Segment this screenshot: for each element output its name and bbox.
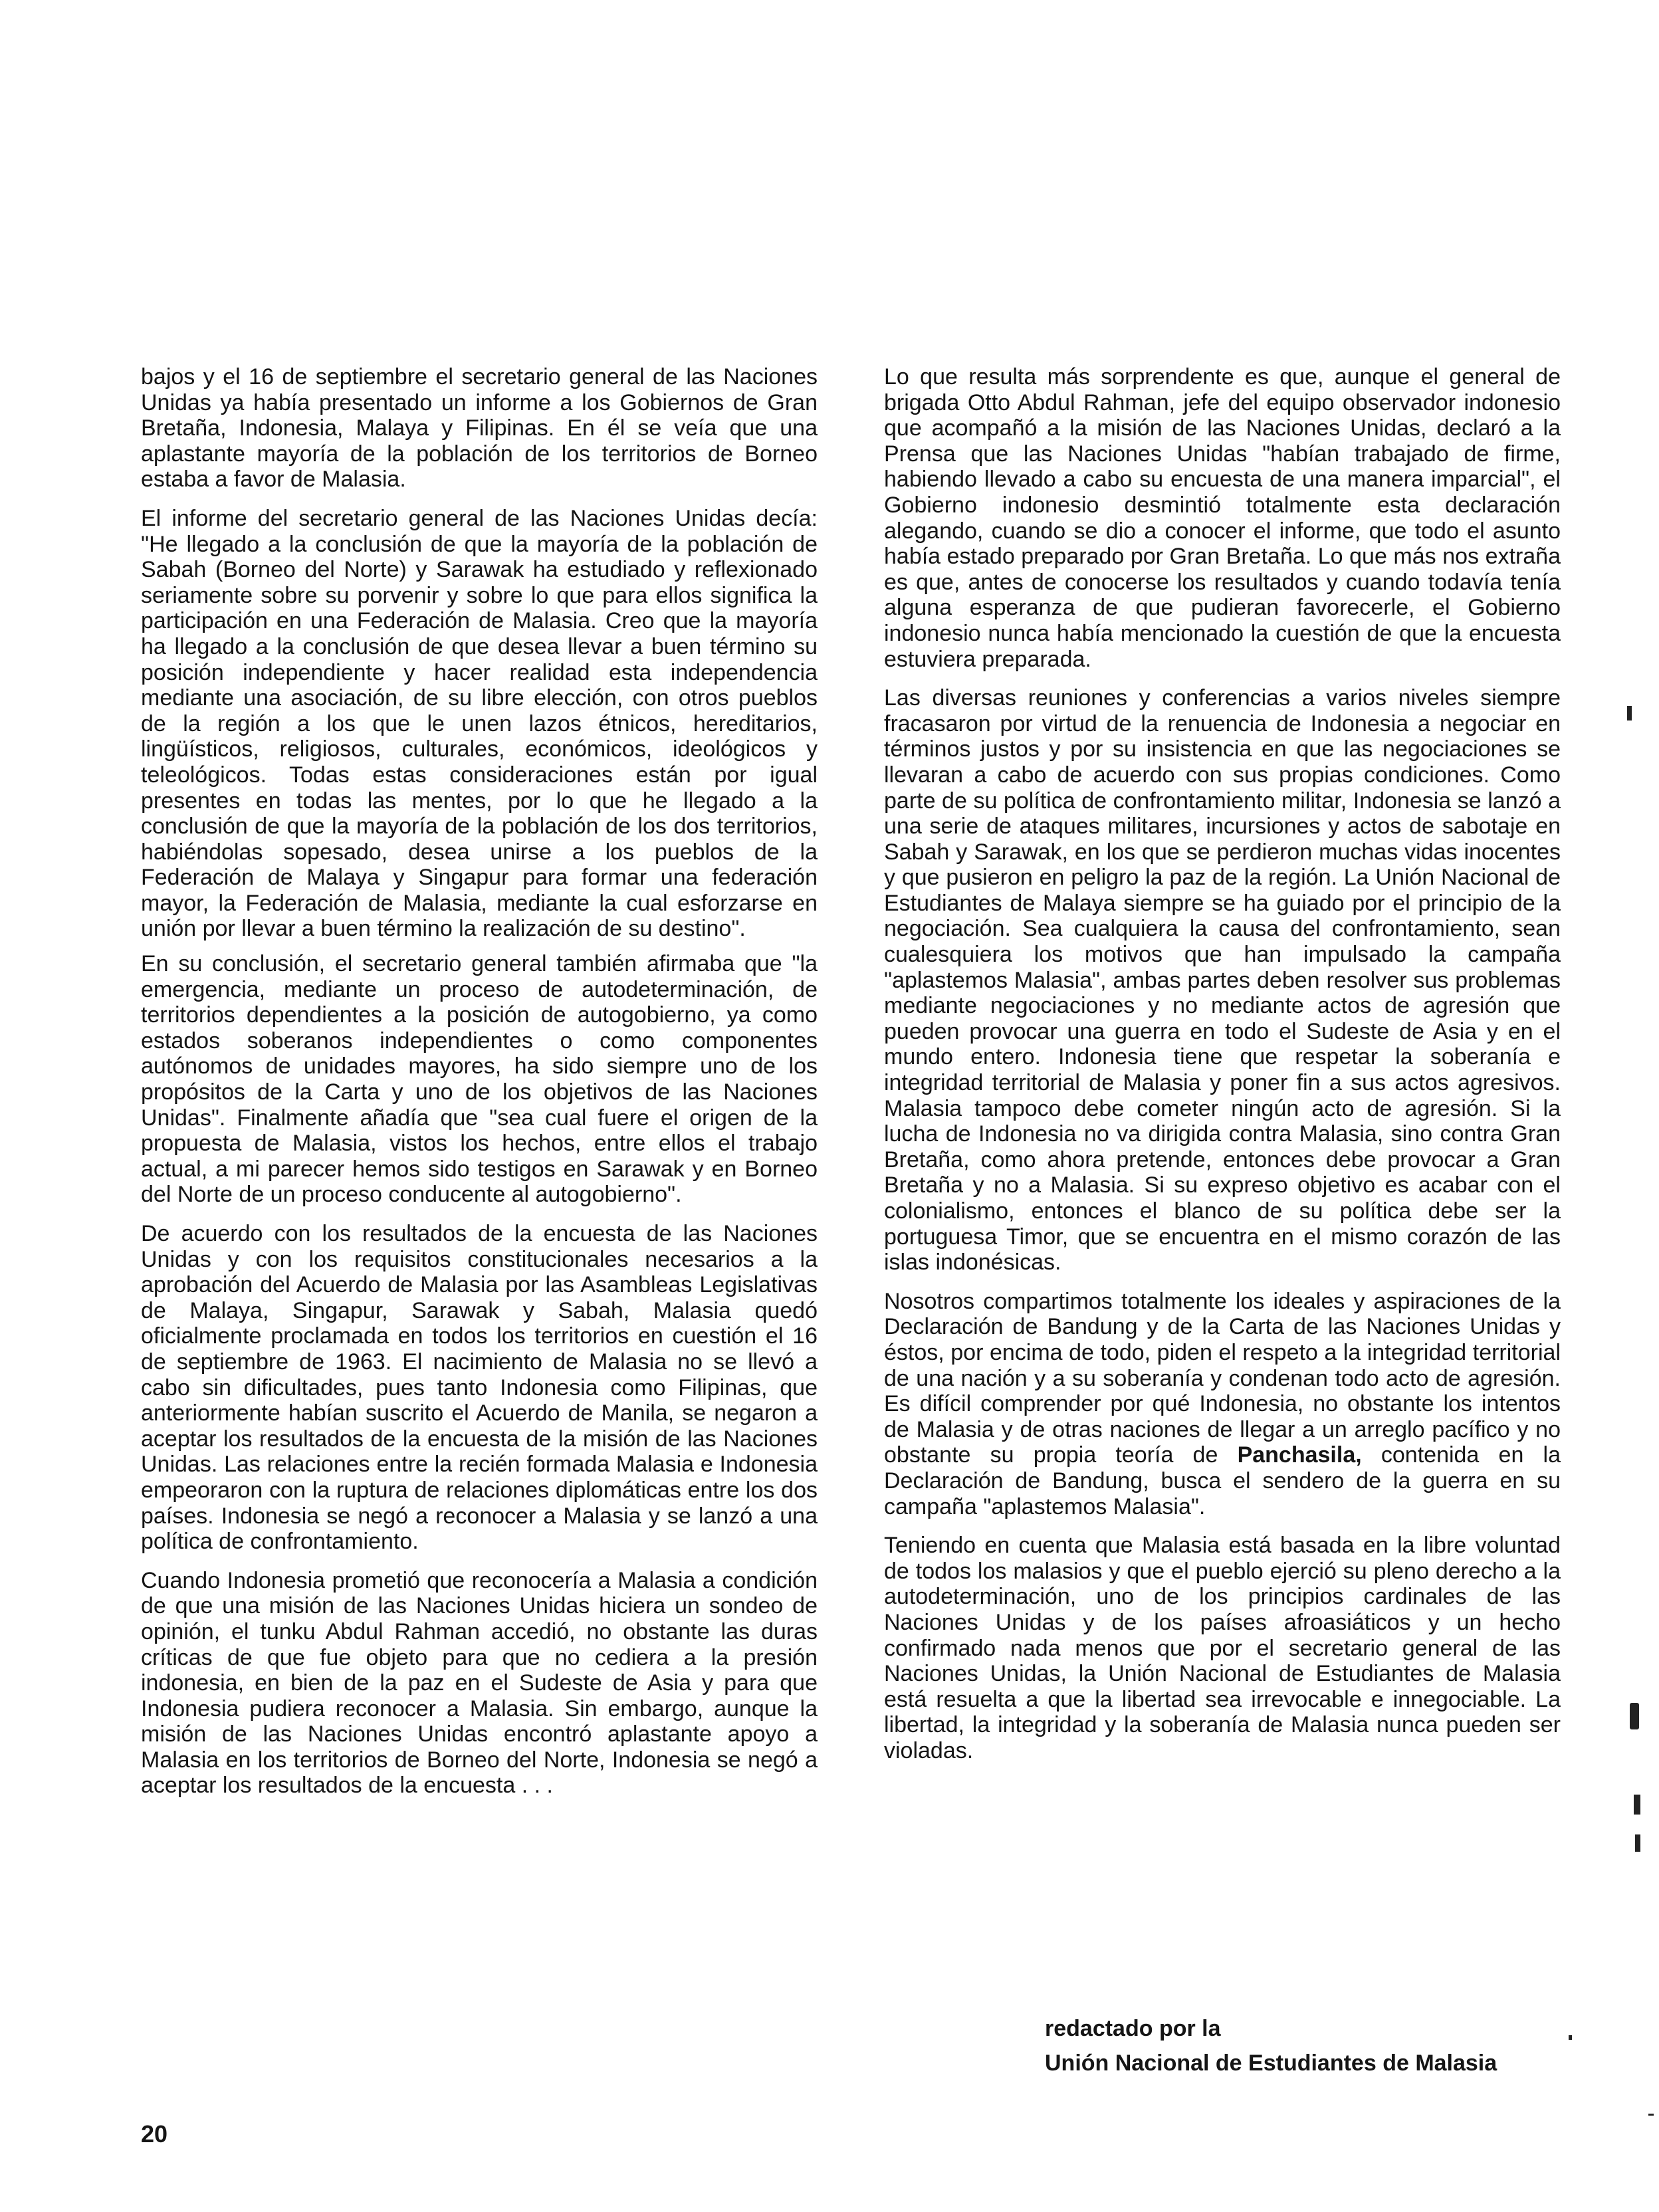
body-paragraph: Cuando Indonesia prometió que reconocería a Malasia a condición de que una misión de las Naciones Unidas hiciera un sondeo de opinión, el tunku Abdul Rahman accedió, no obstante las duras críticas de que fue objeto para que no cediera a la presión indonesia, en bien de la paz en el Sudeste de Asia y para que Indonesia pudiera reconocer a Malasia. Sin embargo, aunque la misión de las Naciones Unidas encontró aplastante apoyo a Malasia en los territorios de Borneo del Norte, Indonesia se negó a aceptar los resultados de la encuesta . . . (141, 1567, 818, 1799)
paragraph-text: contenida en la Declaración de Bandung, busca el sendero de la guerra en su campaña "aplastemos Malasia". (884, 1442, 1561, 1519)
scan-mark (1569, 2035, 1572, 2040)
body-paragraph: El informe del secretario general de las Naciones Unidas decía: "He llegado a la conclusión de que la mayoría de la población de Sabah (Borneo del Norte) y Sarawak ha estudiado y reflexionado seriamente sobre su porvenir y sobre lo que para ellos significa la participación en una Federación de Malasia. Creo que la mayoría ha llegado a la conclusión de que desea llevar a buen término su posición independiente y hacer realidad esta independencia mediante una asociación, de su libre elección, con otros pueblos de la región a los que le unen lazos étnicos, hereditarios, lingüísticos, religiosos, culturales, económicos, ideológicos y teleológicos. Todas estas consideraciones están por igual presentes en todas las mentes, por lo que he llegado a la conclusión de que la mayoría de la población de los dos territorios, habiéndolas sopesado, desea unirse a los pueblos de la Federación de Malaya y Singapur para formar una federación mayor, la Federación de Malasia, mediante la cual esforzarse en unión por llevar a buen término la realización de su destino". (141, 505, 818, 942)
right-column (884, 364, 1561, 1777)
signature-block (1045, 2011, 1577, 2080)
left-column (141, 364, 818, 1812)
signature-organization: Unión Nacional de Estudiantes de Malasia (1045, 2050, 1497, 2076)
scan-mark (1634, 1795, 1640, 1815)
scan-mark (1648, 2114, 1654, 2116)
scan-mark (1627, 706, 1632, 720)
body-paragraph: bajos y el 16 de septiembre el secretario general de las Naciones Unidas ya había presentado un informe a los Gobiernos de Gran Bretaña, Indonesia, Malaya y Filipinas. En él se veía que una aplastante mayoría de la población de los territorios de Borneo estaba a favor de Malasia. (141, 364, 818, 493)
signature-line: redactado por la (1045, 2016, 1221, 2041)
scan-mark (1635, 1834, 1640, 1852)
body-paragraph: Las diversas reuniones y conferencias a varios niveles siempre fracasaron por virtud de la renuencia de Indonesia a negociar en términos justos y por su insistencia en que las negociaciones se llevaran a cabo de acuerdo con sus propias condiciones. Como parte de su política de confrontamiento militar, Indonesia se lanzó a una serie de ataques militares, incursiones y actos de sabotaje en Sabah y Sarawak, en los que se perdieron muchas vidas inocentes y que pusieron en peligro la paz de la región. La Unión Nacional de Estudiantes de Malaya siempre se ha guiado por el principio de la negociación. Sea cualquiera la causa del confrontamiento, sean cualesquiera los motivos que han impulsado la campaña "aplastemos Malasia", ambas partes deben resolver sus problemas mediante negociaciones y no mediante actos de agresión que pueden provocar una guerra en todo el Sudeste de Asia y en el mundo entero. Indonesia tiene que respetar la soberanía e integridad territorial de Malasia y poner fin a sus actos agresivos. Malasia tampoco debe cometer ningún acto de agresión. Si la lucha de Indonesia no va dirigida contra Malasia, sino contra Gran Bretaña, como ahora pretende, entonces debe provocar a Gran Bretaña y no a Malasia. Si su expreso objetivo es acabar con el colonialismo, entonces el blanco de su política debe ser la portuguesa Timor, que se encuentra en el mismo corazón de las islas indonésicas. (884, 685, 1561, 1275)
body-paragraph-bandung (884, 1289, 1561, 1519)
page-number: 20 (141, 2120, 168, 2148)
body-paragraph: De acuerdo con los resultados de la encuesta de las Naciones Unidas y con los requisitos constitucionales necesarios a la aprobación del Acuerdo de Malasia por las Asambleas Legislativas de Malaya, Singapur, Sarawak y Sabah, Malasia quedó oficialmente proclamada en todos los territorios en cuestión el 16 de septiembre de 1963. El nacimiento de Malasia no se llevó a cabo sin dificultades, pues tanto Indonesia como Filipinas, que anteriormente habían suscrito el Acuerdo de Manila, se negaron a aceptar los resultados de la encuesta de la misión de las Naciones Unidas. Las relaciones entre la recién formada Malasia e Indonesia empeoraron con la ruptura de relaciones diplomáticas entre los dos países. Indonesia se negó a reconocer a Malasia y se lanzó a una política de confrontamiento. (141, 1221, 818, 1555)
panchasila-term: Panchasila, (1237, 1442, 1362, 1468)
body-paragraph: Lo que resulta más sorprendente es que, aunque el general de brigada Otto Abdul Rahman, jefe del equipo observador indonesio que acompañó a la misión de las Naciones Unidas, declaró a la Prensa que las Naciones Unidas "habían trabajado de firme, habiendo llevado a cabo su encuesta de una manera imparcial", el Gobierno indonesio desmintió totalmente esta declaración alegando, cuando se dio a conocer el informe, que todo el asunto había estado preparado por Gran Bretaña. Lo que más nos extraña es que, antes de conocerse los resultados y cuando todavía tenía alguna esperanza de que pudieran favorecerle, el Gobierno indonesio nunca había mencionado la cuestión de que la encuesta estuviera preparada. (884, 364, 1561, 672)
body-paragraph: En su conclusión, el secretario general también afirmaba que "la emergencia, mediante un proceso de autodeterminación, de territorios dependientes a la posición de autogobierno, ya como estados soberanos independientes o como componentes autónomos de unidades mayores, ha sido siempre uno de los propósitos de la Carta y uno de los objetivos de las Naciones Unidas". Finalmente añadía que "sea cual fuere el origen de la propuesta de Malasia, vistos los hechos, entre ellos el trabajo actual, a mi parecer hemos sido testigos en Sarawak y en Borneo del Norte de un proceso conducente al autogobierno". (141, 951, 818, 1208)
body-paragraph: Teniendo en cuenta que Malasia está basada en la libre voluntad de todos los malasios y que el pueblo ejerció su pleno derecho a la autodeterminación, uno de los principios cardinales de las Naciones Unidas y de los países afroasiáticos y un hecho confirmado nada menos que por el secretario general de las Naciones Unidas, la Unión Nacional de Estudiantes de Malasia está resuelta a que la libertad sea irrevocable e innegociable. La libertad, la integridad y la soberanía de Malasia nunca pueden ser violadas. (884, 1533, 1561, 1763)
scan-mark (1630, 1703, 1639, 1729)
paragraph-text: Nosotros compartimos totalmente los ideales y aspiraciones de la Declaración de Bandung y de la Carta de las Naciones Unidas y éstos, por encima de todo, piden el respeto a la integridad territorial de una nación y a su soberanía y condenan todo acto de agresión. Es difícil comprender por qué Indonesia, no obstante los intentos de Malasia y de otras naciones de llegar a un arreglo pacífico y no obstante su propia teoría de (884, 1288, 1561, 1468)
